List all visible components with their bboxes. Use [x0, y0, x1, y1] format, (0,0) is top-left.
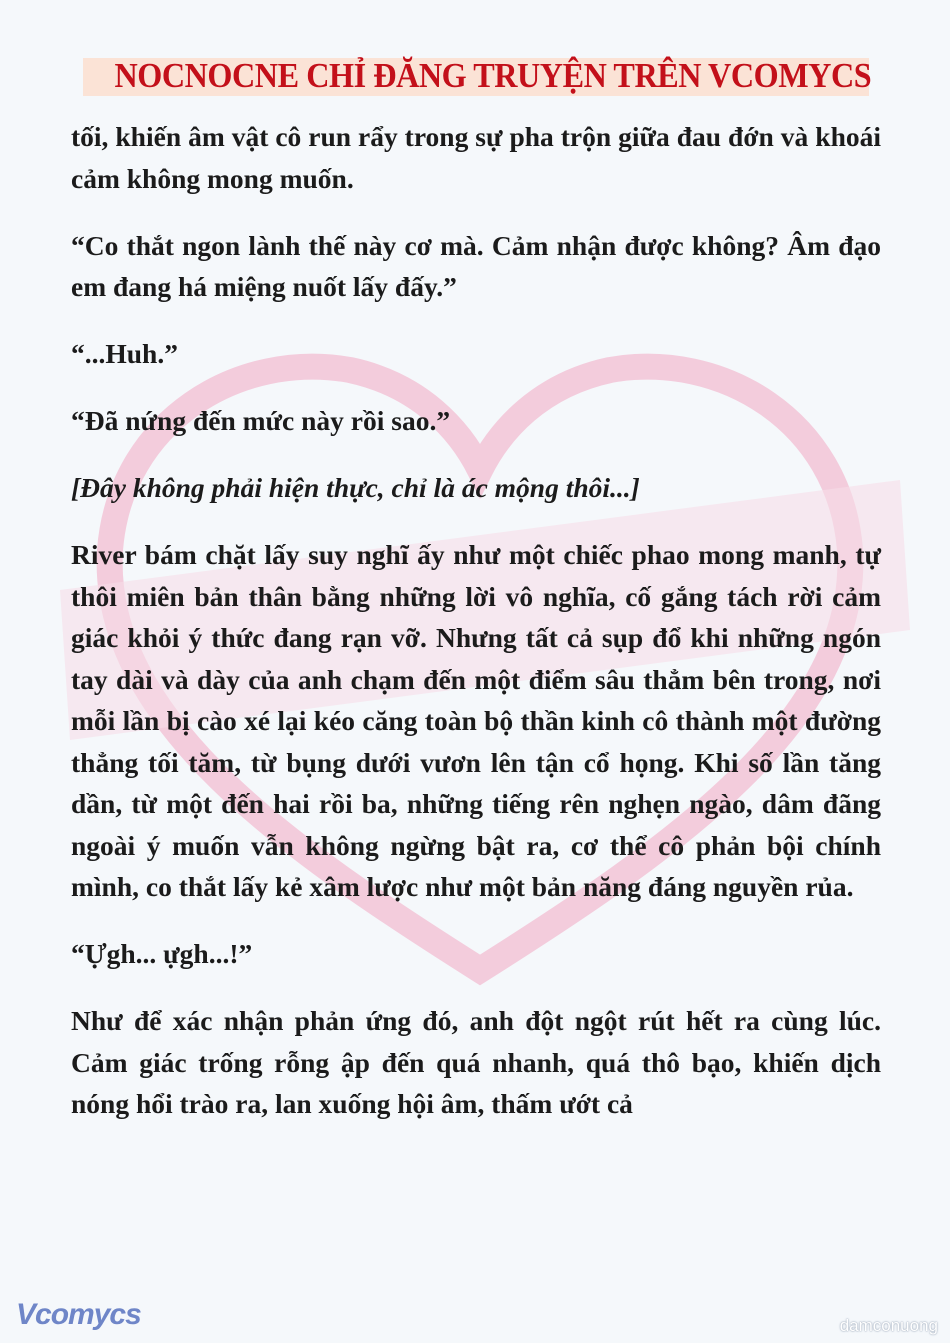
story-text [71, 116, 881, 1150]
vcomycs-logo: Vcomycs [16, 1298, 141, 1331]
paragraph: “Co thắt ngon lành thế này cơ mà. Cảm nhận được không? Âm đạo em đang há miệng nuốt lấy đấy.” [71, 229, 881, 302]
paragraph: tối, khiến âm vật cô run rẩy trong sự pha trộn giữa đau đớn và khoái cảm không mong muốn. [71, 121, 881, 194]
source-tag: damconuong [839, 1316, 938, 1335]
paragraph: Như để xác nhận phản ứng đó, anh đột ngột rút hết ra cùng lúc. Cảm giác trống rỗng ập đến quá nhanh, quá thô bạo, khiến dịch nóng hổi trào ra, lan xuống hội âm, thấm ướt cả [71, 1005, 881, 1119]
paragraph: “Ựgh... ựgh...!” [71, 938, 253, 969]
paragraph: “...Huh.” [71, 338, 178, 369]
paragraph: River bám chặt lấy suy nghĩ ấy như một chiếc phao mong manh, tự thôi miên bản thân bằng những lời vô nghĩa, cố gắng tách rời cảm giác khỏi ý thức đang rạn vỡ. Nhưng tất cả sụp đổ khi những ngón tay dài và dày của anh chạm đến một điểm sâu thẳm bên trong, nơi mỗi lần bị cào xé lại kéo căng toàn bộ thần kinh cô thành một đường thẳng tối tăm, từ bụng dưới vươn lên tận cổ họng. Khi số lần tăng dần, từ một đến hai rồi ba, những tiếng rên nghẹn ngào, dâm đãng ngoài ý muốn vẫn không ngừng bật ra, cơ thể cô phản bội chính mình, co thắt lấy kẻ xâm lược như một bản năng đáng nguyền rủa. [71, 539, 881, 902]
paragraph-italic: [Đây không phải hiện thực, chỉ là ác mộng thôi...] [71, 472, 640, 503]
paragraph: “Đã nứng đến mức này rồi sao.” [71, 405, 451, 436]
page-title: NOCNOCNE CHỈ ĐĂNG TRUYỆN TRÊN VCOMYCS [114, 56, 872, 95]
